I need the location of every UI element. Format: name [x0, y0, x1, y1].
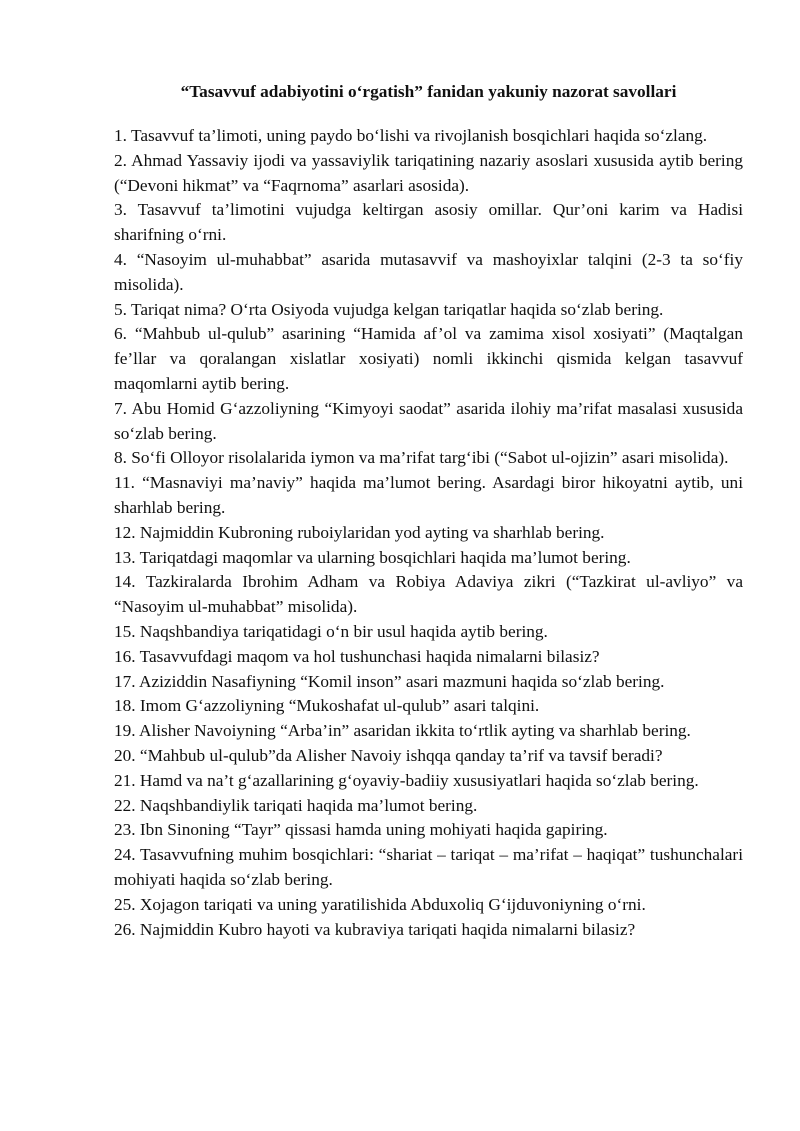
- question-item: 26. Najmiddin Kubro hayoti va kubraviya tariqati haqida nimalarni bilasiz?: [114, 919, 636, 939]
- question-item: 23. Ibn Sinoning “Tayr” qissasi hamda uning mohiyati haqida gapiring.: [114, 820, 608, 840]
- question-item: 5. Tariqat nima? O‘rta Osiyoda vujudga kelgan tariqatlar haqida so‘zlab bering.: [114, 299, 664, 319]
- question-item: 6. “Mahbub ul-qulub” asarining “Hamida af’ol va zamima xisol xosiyati” (Maqtalgan fe’llar va qoralangan xislatlar xosiyati) nomli ikkinchi qismida kelgan tasavvuf maqomlarni aytib bering.: [114, 324, 743, 393]
- question-item: 3. Tasavvuf ta’limotini vujudga keltirgan asosiy omillar. Qur’oni karim va Hadisi sharifning o‘rni.: [114, 200, 743, 245]
- question-item: 13. Tariqatdagi maqomlar va ularning bosqichlari haqida ma’lumot bering.: [114, 547, 631, 567]
- question-item: 4. “Nasoyim ul-muhabbat” asarida mutasavvif va mashoyixlar talqini (2-3 ta so‘fiy misolida).: [114, 249, 743, 294]
- question-item: 20. “Mahbub ul-qulub”da Alisher Navoiy ishqqa qanday ta’rif va tavsif beradi?: [114, 745, 663, 765]
- question-item: 14. Tazkiralarda Ibrohim Adham va Robiya Adaviya zikri (“Tazkirat ul-avliyo” va “Nasoyim ul-muhabbat” misolida).: [114, 572, 743, 617]
- question-item: 21. Hamd va na’t g‘azallarining g‘oyaviy-badiiy xususiyatlari haqida so‘zlab bering.: [114, 770, 699, 790]
- question-item: 17. Aziziddin Nasafiyning “Komil inson” asari mazmuni haqida so‘zlab bering.: [114, 671, 665, 691]
- document-title: “Tasavvuf adabiyotini o‘rgatish” fanidan yakuniy nazorat savollari: [180, 82, 677, 101]
- question-list: [114, 124, 743, 942]
- question-item: 15. Naqshbandiya tariqatidagi o‘n bir usul haqida aytib bering.: [114, 621, 548, 641]
- question-item: 24. Tasavvufning muhim bosqichlari: “shariat – tariqat – ma’rifat – haqiqat” tushunchalari mohiyati haqida so‘zlab bering.: [114, 845, 743, 889]
- question-item: 25. Xojagon tariqati va uning yaratilishida Abduxoliq G‘ijduvoniyning o‘rni.: [114, 894, 646, 914]
- question-item: 12. Najmiddin Kubroning ruboiylaridan yod ayting va sharhlab bering.: [114, 522, 605, 542]
- question-item: 16. Tasavvufdagi maqom va hol tushunchasi haqida nimalarni bilasiz?: [114, 646, 600, 666]
- question-item: 2. Ahmad Yassaviy ijodi va yassaviylik tariqatining nazariy asoslari xususida aytib bering (“Devoni hikmat” va “Faqrnoma” asarlari asosida).: [114, 150, 743, 195]
- question-item: 18. Imom G‘azzoliyning “Mukoshafat ul-qulub” asari talqini.: [114, 696, 540, 716]
- question-item: 19. Alisher Navoiyning “Arba’in” asaridan ikkita to‘rtlik ayting va sharhlab bering.: [114, 721, 691, 741]
- question-item: 11. “Masnaviyi ma’naviy” haqida ma’lumot bering. Asardagi biror hikoyatni aytib, uni sharhlab bering.: [114, 473, 743, 517]
- question-item: 1. Tasavvuf ta’limoti, uning paydo bo‘lishi va rivojlanish bosqichlari haqida so‘zlang.: [114, 126, 708, 145]
- question-item: 8. So‘fi Olloyor risolalarida iymon va ma’rifat targ‘ibi (“Sabot ul-ojizin” asari misolida).: [114, 448, 729, 468]
- question-item: 22. Naqshbandiylik tariqati haqida ma’lumot bering.: [114, 795, 478, 815]
- question-item: 7. Abu Homid G‘azzoliyning “Kimyoyi saodat” asarida ilohiy ma’rifat masalasi xususida so‘zlab bering.: [114, 398, 743, 443]
